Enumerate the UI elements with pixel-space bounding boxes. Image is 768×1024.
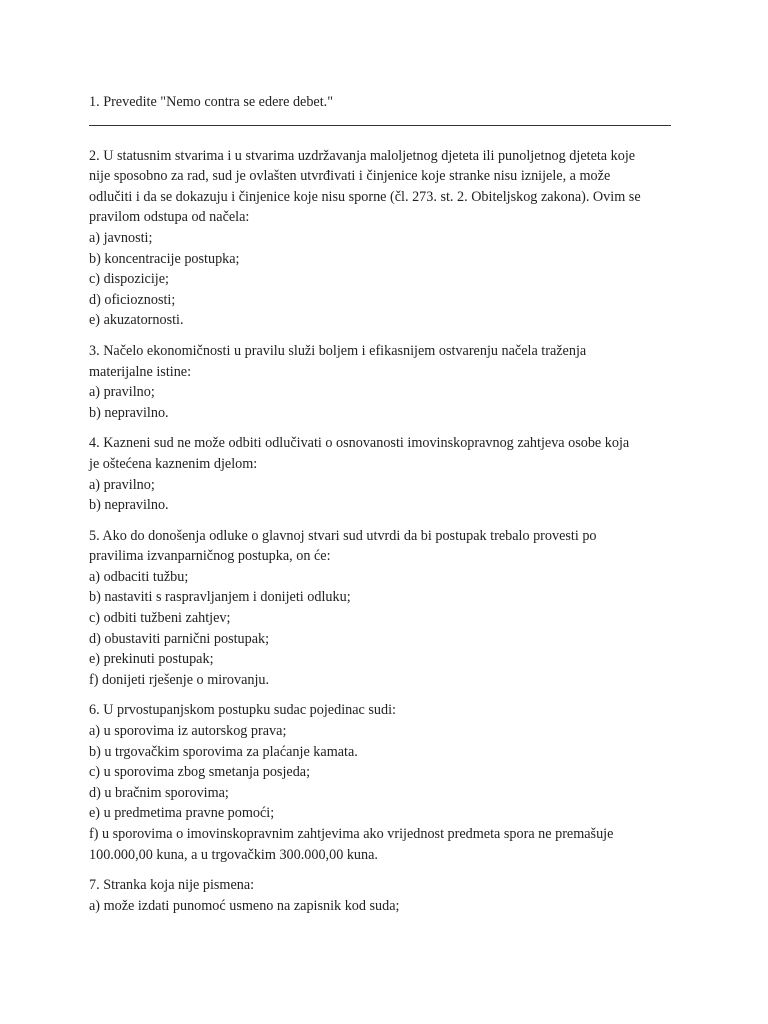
question-text-line: materijalne istine:	[89, 363, 192, 380]
question-block	[89, 433, 689, 515]
question-text-line: 5. Ako do donošenja odluke o glavnoj stvari sud utvrdi da bi postupak trebalo provesti po	[89, 527, 597, 544]
question-text-line: pravilom odstupa od načela:	[89, 209, 250, 226]
answer-option: e) akuzatornosti.	[89, 312, 184, 329]
answer-option: a) odbaciti tužbu;	[89, 568, 189, 585]
question-block	[89, 341, 689, 423]
answer-option: f) donijeti rješenje o mirovanju.	[89, 671, 270, 688]
answer-option: 100.000,00 kuna, a u trgovačkim 300.000,00 kuna.	[89, 846, 378, 863]
answer-option: e) u predmetima pravne pomoći;	[89, 805, 275, 822]
question-block	[89, 700, 689, 865]
question-text-line: 2. U statusnim stvarima i u stvarima uzdržavanja maloljetnog djeteta ili punoljetnog djeteta koje	[89, 147, 636, 164]
answer-options	[89, 228, 689, 331]
document-page	[89, 92, 689, 926]
answer-option: d) obustaviti parnični postupak;	[89, 630, 270, 647]
answer-option: d) u bračnim sporovima;	[89, 784, 229, 801]
question-text-line: nije sposobno za rad, sud je ovlašten utvrđivati i činjenice koje stranke nisu iznijele, a može	[89, 168, 611, 185]
answer-options	[89, 382, 689, 423]
answer-option: b) koncentracije postupka;	[89, 250, 240, 267]
question-text-line: 3. Načelo ekonomičnosti u pravilu služi boljem i efikasnijem ostvarenju načela traženja	[89, 342, 587, 359]
answer-option: a) pravilno;	[89, 384, 155, 401]
answer-option: f) u sporovima o imovinskopravnim zahtjevima ako vrijednost predmeta spora ne premašuje	[89, 826, 614, 842]
answer-option: a) u sporovima iz autorskog prava;	[89, 723, 287, 740]
question-block	[89, 875, 689, 916]
answer-option: a) javnosti;	[89, 229, 153, 246]
answer-option: a) može izdati punomoć usmeno na zapisnik kod suda;	[89, 897, 400, 914]
answer-option: b) nepravilno.	[89, 404, 169, 421]
answer-line	[89, 125, 671, 126]
question-1-text: 1. Prevedite "Nemo contra se edere debet."	[89, 94, 334, 110]
question-text-line: odlučiti i da se dokazuju i činjenice koje nisu sporne (čl. 273. st. 2. Obiteljskog zakona). Ovim se	[89, 188, 641, 205]
question-text-line: pravilima izvanparničnog postupka, on će:	[89, 548, 331, 565]
answer-options	[89, 896, 689, 917]
question-text-line: 6. U prvostupanjskom postupku sudac pojedinac sudi:	[89, 702, 396, 719]
answer-option: c) u sporovima zbog smetanja posjeda;	[89, 764, 311, 781]
answer-options	[89, 721, 689, 865]
answer-option: c) dispozicije;	[89, 271, 169, 288]
answer-option: a) pravilno;	[89, 476, 155, 493]
answer-option: b) nastaviti s raspravljanjem i donijeti odluku;	[89, 589, 351, 606]
answer-options	[89, 567, 689, 691]
question-text-line: 4. Kazneni sud ne može odbiti odlučivati o osnovanosti imovinskopravnog zahtjeva osobe koja	[89, 435, 630, 452]
answer-option: e) prekinuti postupak;	[89, 651, 214, 668]
question-text-line: je oštećena kaznenim djelom:	[89, 455, 258, 472]
answer-option: c) odbiti tužbeni zahtjev;	[89, 610, 231, 627]
question-block	[89, 146, 689, 331]
answer-option: d) oficioznosti;	[89, 291, 176, 308]
question-block	[89, 526, 689, 691]
answer-option: b) u trgovačkim sporovima za plaćanje kamata.	[89, 743, 358, 760]
answer-option: b) nepravilno.	[89, 497, 169, 514]
question-text-line: 7. Stranka koja nije pismena:	[89, 877, 255, 894]
answer-options	[89, 475, 689, 516]
question-list	[89, 146, 689, 917]
